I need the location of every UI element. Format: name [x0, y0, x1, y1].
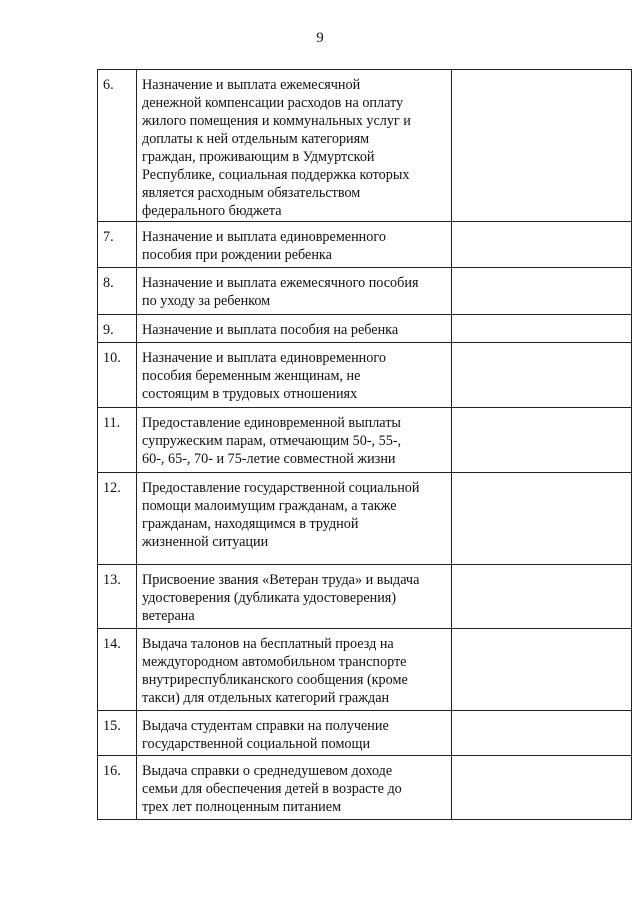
- table-row: [98, 756, 632, 820]
- row-text: [137, 629, 452, 711]
- row-text-content: Назначение и выплата единовременного пособия беременным женщинам, не состоящим в трудовых отношениях: [142, 350, 386, 402]
- row-empty-cell: [452, 408, 632, 473]
- row-number: 14.: [98, 629, 137, 711]
- row-text-content: Выдача справки о среднедушевом доходе семьи для обеспечения детей в возрасте до трех лет полноценным питанием: [142, 763, 402, 815]
- row-text: [137, 473, 452, 565]
- row-text-content: Назначение и выплата единовременного пособия при рождении ребенка: [142, 229, 386, 263]
- row-text: [137, 565, 452, 629]
- table-row: [98, 70, 632, 222]
- row-text-content: Выдача талонов на бесплатный проезд на междугородном автомобильном транспорте внутриреспубликанского сообщения (кроме такси) для отдельных категорий граждан: [142, 636, 408, 706]
- table-row: [98, 315, 632, 343]
- services-table: [97, 69, 632, 820]
- row-text: [137, 222, 452, 268]
- row-text: [137, 343, 452, 408]
- row-empty-cell: [452, 343, 632, 408]
- row-empty-cell: [452, 70, 632, 222]
- row-number: 11.: [98, 408, 137, 473]
- table-row: [98, 473, 632, 565]
- row-text: [137, 70, 452, 222]
- row-empty-cell: [452, 756, 632, 820]
- row-number: 8.: [98, 268, 137, 315]
- row-empty-cell: [452, 473, 632, 565]
- row-text: [137, 268, 452, 315]
- row-number: 16.: [98, 756, 137, 820]
- row-text-content: Назначение и выплата ежемесячной денежной компенсации расходов на оплату жилого помещения и коммунальных услуг и доплаты к ней отдельным категориям граждан, проживающим в Удмуртской Республике, социальная поддержка которых является расходным обязательством федерального бюджета: [142, 77, 411, 219]
- row-empty-cell: [452, 222, 632, 268]
- row-empty-cell: [452, 565, 632, 629]
- row-number: 7.: [98, 222, 137, 268]
- table-row: [98, 408, 632, 473]
- row-empty-cell: [452, 315, 632, 343]
- row-number: 12.: [98, 473, 137, 565]
- row-number: 13.: [98, 565, 137, 629]
- row-text-content: Присвоение звания «Ветеран труда» и выдача удостоверения (дубликата удостоверения) ветерана: [142, 572, 420, 624]
- row-empty-cell: [452, 268, 632, 315]
- row-number: 6.: [98, 70, 137, 222]
- page-number: 9: [316, 30, 324, 46]
- row-text: [137, 711, 452, 756]
- table-row: [98, 629, 632, 711]
- row-text-content: Предоставление единовременной выплаты супружеским парам, отмечающим 50-, 55-, 60-, 65-, 70- и 75-летие совместной жизни: [142, 415, 402, 467]
- table-row: [98, 711, 632, 756]
- row-empty-cell: [452, 629, 632, 711]
- row-text: [137, 408, 452, 473]
- table-row: [98, 565, 632, 629]
- row-text-content: Выдача студентам справки на получение государственной социальной помощи: [142, 718, 389, 752]
- row-text-content: Назначение и выплата пособия на ребенка: [142, 322, 399, 338]
- row-text-content: Назначение и выплата ежемесячного пособия по уходу за ребенком: [142, 275, 419, 309]
- row-empty-cell: [452, 711, 632, 756]
- row-text: [137, 315, 452, 343]
- table-row: [98, 268, 632, 315]
- row-text-content: Предоставление государственной социальной помощи малоимущим гражданам, а также гражданам, находящимся в трудной жизненной ситуации: [142, 480, 420, 550]
- row-text: [137, 756, 452, 820]
- row-number: 10.: [98, 343, 137, 408]
- row-number: 15.: [98, 711, 137, 756]
- table-row: [98, 222, 632, 268]
- table-row: [98, 343, 632, 408]
- row-number: 9.: [98, 315, 137, 343]
